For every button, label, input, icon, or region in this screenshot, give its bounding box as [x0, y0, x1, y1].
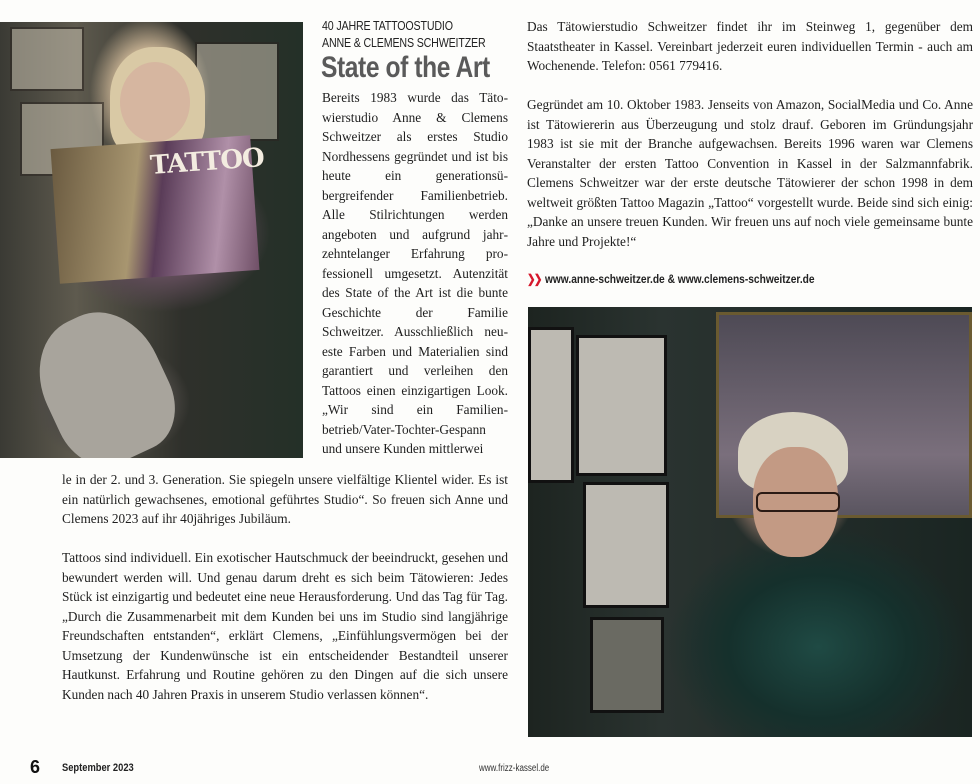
footer-url[interactable]: www.frizz-kassel.de — [479, 763, 550, 774]
tattoo-flash-art — [528, 327, 574, 483]
wall-frame — [10, 27, 84, 91]
wall-frame — [195, 42, 279, 141]
page-number: 6 — [30, 757, 41, 777]
website-links-text[interactable]: www.anne-schweitzer.de & www.clemens-schweitzer.de — [544, 272, 815, 286]
tattoo-flash-art — [576, 335, 667, 476]
headline: State of the Art — [321, 51, 490, 84]
kicker-line-2: ANNE & CLEMENS SCHWEITZER — [322, 35, 486, 50]
column-2-body — [527, 17, 973, 271]
column-1-body — [62, 470, 508, 724]
body-paragraph: Tattoos sind individuell. Ein exotischer Hautschmuck der beeindruckt, gesehen und bewundert werden will. Und genau darum dreht es sich beim Tätowieren: Jedes Stück ist einzigartig und bedeutet eine neue Herausforderung. Und das Tag für Tag. „Durch die Zusammenarbeit mit dem Kunden bei uns im Studio sind langjährige Freundschaften entstanden“, erklärt Clemens, „Einfühlungsvermögen bei der Umsetzung der Kundenwünsche ist ein entscheidender Bestandteil unserer Hautkunst. Erfahrung und Routine gehören zu den Dingen auf die sich unsere Kunden nach 40 Jahren Praxis in unserem Studio verlassen können“. — [62, 550, 508, 702]
double-chevron-right-icon: ❯❯ — [527, 272, 541, 286]
face — [120, 62, 190, 142]
shoe-sole — [19, 294, 191, 458]
history-paragraph: Gegründet am 10. Oktober 1983. Jenseits von Amazon, SocialMedia und Co. Anne ist Tätowiererin aus Überzeugung und stolz drauf. Geboren im Gründungsjahr 1983 ist sie mit der Branche aufgewachsen. Bereits 1996 waren war Clemens Veranstalter der ersten Tattoo Convention in Kassel in der Salzmannfabrik. Clemens Schweitzer war der erste deutsche Tätowierer der schon 1998 in dem weltweit größten Tattoo Magazin „Tattoo“ vorgestellt wurde. Beide sind sich einig: „Danke an unsere treuen Kunden. Wir freuen uns auf noch viele gemeinsame bunte Jahre und Projekte!“ — [527, 97, 973, 249]
body-paragraph: le in der 2. und 3. Generation. Sie spiegeln unsere vielfältige Klientel wider. Es ist ein natürlich gewachsenes, emotional geführtes Studio“. So freuen sich Anne und Clemens 2023 auf ihr 40jähriges Jubiläum. — [62, 472, 508, 526]
kicker-line-1: 40 JAHRE TATTOOSTUDIO — [322, 18, 453, 33]
issue-date: September 2023 — [62, 762, 134, 774]
address-paragraph: Das Tätowierstudio Schweitzer findet ihr im Steinweg 1, gegenüber dem Staatstheater in Kassel. Vereinbart jederzeit euren individuellen Termin - auch am Wochenende. Telefon: 0561 779416. — [527, 19, 973, 73]
magazine-title: TATTOO — [149, 143, 265, 181]
glasses — [756, 492, 840, 512]
photo-anne-schweitzer — [0, 22, 303, 458]
intro-paragraph: Bereits 1983 wurde das Tätowierstudio Anne & Clemens Schweitzer als erstes Studio Nordhessens gegründet und ist bis heute ein generationsübergreifender Familienbetrieb. Alle Stilrichtungen werden angeboten und aufgrund jahrzehntelanger Erfahrung professionell umgesetzt. Autenzität des State of the Art ist die bunte Geschichte der Familie Schweitzer. Ausschließlich neueste Farben und Materialien sind garantiert und verleihen den Tattoos einen einzigartigen Look. „Wir sind ein Familienbetrieb/Vater-Tochter-Gespann und unsere Kunden mittlerwei — [322, 90, 508, 456]
photo-clemens-schweitzer — [528, 307, 972, 737]
tattoo-flash-art — [590, 617, 664, 713]
tattoo-flash-art — [583, 482, 669, 608]
website-links[interactable] — [527, 272, 815, 286]
